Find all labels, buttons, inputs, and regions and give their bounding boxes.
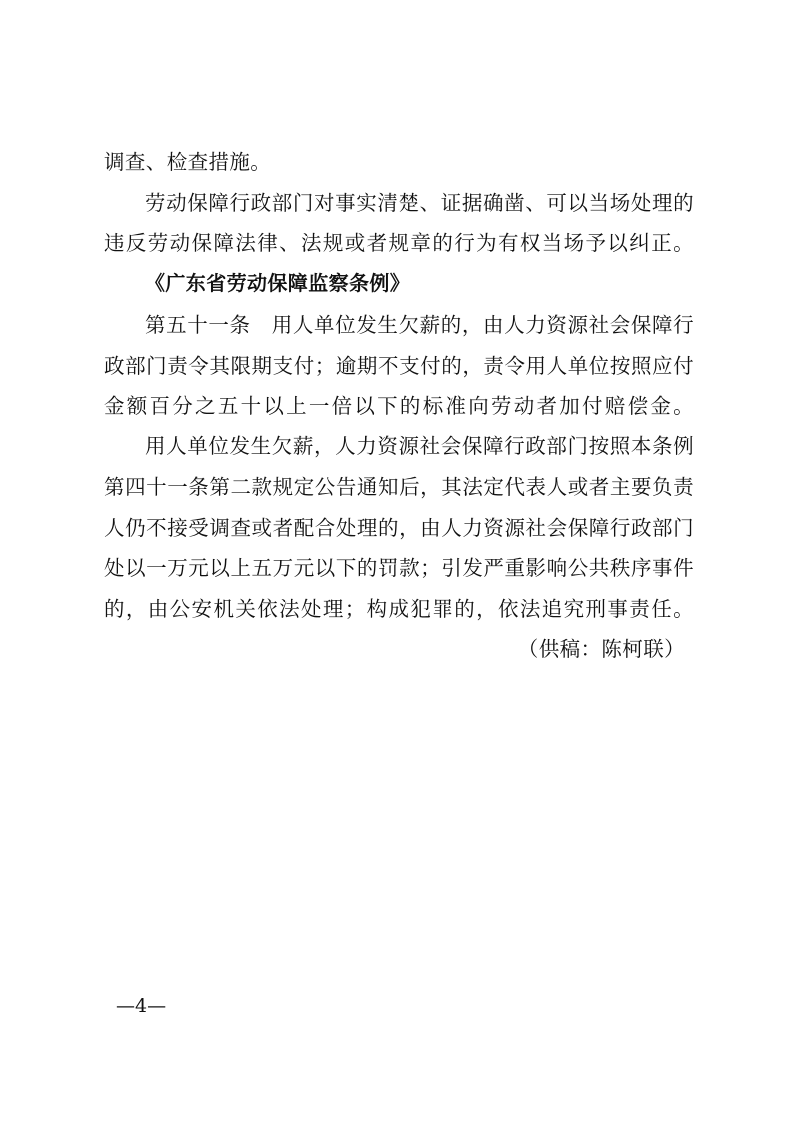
paragraph-2-line-2: 第四十一条第二款规定公告通知后，其法定代表人或者主要负责	[104, 475, 694, 499]
page-number: —4—	[116, 995, 167, 1017]
paragraph-2-line-5: 的，由公安机关依法处理；构成犯罪的，依法追究刑事责任。	[104, 597, 694, 621]
paragraph-2-line-1: 用人单位发生欠薪，人力资源社会保障行政部门按照本条例	[145, 434, 694, 458]
article-51-line-1: 第五十一条 用人单位发生欠薪的，由人力资源社会保障行	[145, 313, 694, 337]
paragraph-2-line-4: 处以一万元以上五万元以下的罚款；引发严重影响公共秩序事件	[104, 556, 694, 580]
article-51-line-3: 金额百分之五十以上一倍以下的标准向劳动者加付赔偿金。	[104, 394, 694, 418]
article-51-line-2: 政部门责令其限期支付；逾期不支付的，责令用人单位按照应付	[104, 354, 694, 378]
contributor-credit: （供稿：陈柯联）	[517, 637, 685, 661]
text-line-continuation: 调查、检查措施。	[104, 150, 272, 174]
paragraph-1-line-1: 劳动保障行政部门对事实清楚、证据确凿、可以当场处理的	[145, 191, 694, 215]
paragraph-2-line-3: 人仍不接受调查或者配合处理的，由人力资源社会保障行政部门	[104, 516, 694, 540]
paragraph-1-line-2: 违反劳动保障法律、法规或者规章的行为有权当场予以纠正。	[104, 231, 694, 255]
regulation-title-heading: 《广东省劳动保障监察条例》	[145, 271, 411, 295]
